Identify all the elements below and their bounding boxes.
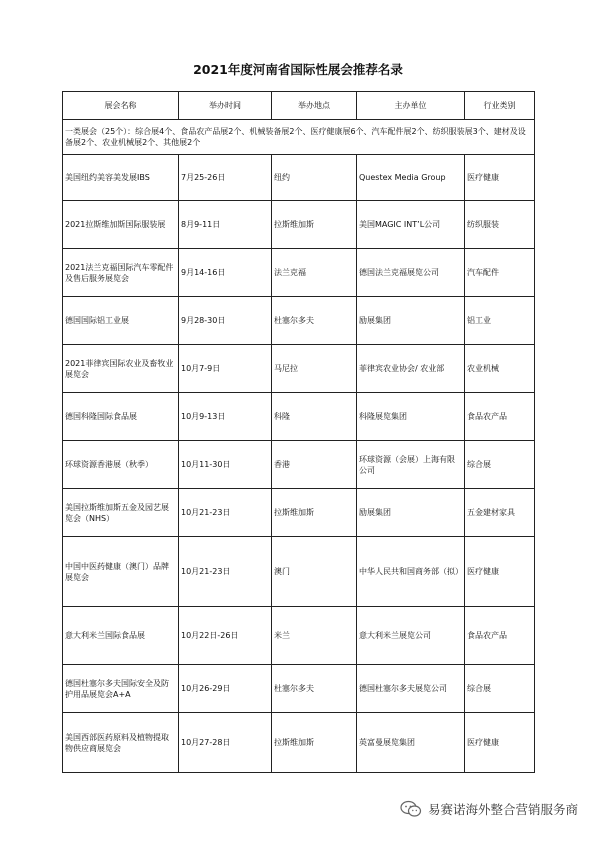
watermark-text: 易赛诺海外整合营销服务商	[427, 802, 578, 817]
cell-place: 拉斯维加斯	[272, 489, 357, 537]
cell-category: 综合展	[465, 665, 535, 713]
cell-organizer: 德国法兰克福展览公司	[357, 249, 465, 297]
header-time: 举办时间	[179, 92, 272, 120]
header-place: 举办地点	[272, 92, 357, 120]
cell-place: 拉斯维加斯	[272, 713, 357, 773]
cell-time: 8月9-11日	[179, 201, 272, 249]
wechat-icon	[400, 800, 422, 818]
cell-organizer: Questex Media Group	[357, 155, 465, 201]
cell-organizer: 菲律宾农业协会/ 农业部	[357, 345, 465, 393]
cell-name: 美国纽约美容美发展IBS	[63, 155, 179, 201]
cell-name: 德国国际铝工业展	[63, 297, 179, 345]
cell-category: 综合展	[465, 441, 535, 489]
cell-category: 汽车配件	[465, 249, 535, 297]
cell-name: 美国西部医药原料及植物提取物供应商展览会	[63, 713, 179, 773]
cell-place: 香港	[272, 441, 357, 489]
cell-name: 美国拉斯维加斯五金及园艺展览会（NHS）	[63, 489, 179, 537]
cell-name: 意大利米兰国际食品展	[63, 607, 179, 665]
header-category: 行业类别	[465, 92, 535, 120]
cell-organizer: 环球资源（会展）上海有限公司	[357, 441, 465, 489]
cell-time: 10月11-30日	[179, 441, 272, 489]
cell-time: 7月25-26日	[179, 155, 272, 201]
cell-organizer: 科隆展览集团	[357, 393, 465, 441]
cell-place: 科隆	[272, 393, 357, 441]
cell-time: 10月21-23日	[179, 537, 272, 607]
table-row	[63, 297, 535, 345]
cell-place: 纽约	[272, 155, 357, 201]
cell-organizer: 意大利米兰展览公司	[357, 607, 465, 665]
page-title: 2021年度河南省国际性展会推荐名录	[193, 62, 403, 77]
summary-row	[63, 120, 535, 155]
watermark	[400, 800, 578, 818]
cell-category: 食品农产品	[465, 607, 535, 665]
cell-place: 杜塞尔多夫	[272, 665, 357, 713]
cell-time: 10月27-28日	[179, 713, 272, 773]
table-row	[63, 607, 535, 665]
cell-time: 10月26-29日	[179, 665, 272, 713]
cell-place: 澳门	[272, 537, 357, 607]
cell-place: 米兰	[272, 607, 357, 665]
cell-category: 五金建材家具	[465, 489, 535, 537]
cell-time: 10月21-23日	[179, 489, 272, 537]
header-name: 展会名称	[63, 92, 179, 120]
cell-place: 法兰克福	[272, 249, 357, 297]
cell-category: 纺织服装	[465, 201, 535, 249]
table-row	[63, 665, 535, 713]
cell-category: 食品农产品	[465, 393, 535, 441]
cell-category: 医疗健康	[465, 155, 535, 201]
cell-organizer: 中华人民共和国商务部（拟）	[357, 537, 465, 607]
cell-name: 德国科隆国际食品展	[63, 393, 179, 441]
exhibition-table	[62, 91, 535, 773]
cell-name: 环球资源香港展（秋季）	[63, 441, 179, 489]
table-row	[63, 201, 535, 249]
cell-time: 10月7-9日	[179, 345, 272, 393]
cell-organizer: 英富曼展览集团	[357, 713, 465, 773]
table-row	[63, 441, 535, 489]
cell-time: 9月28-30日	[179, 297, 272, 345]
table-row	[63, 537, 535, 607]
cell-category: 医疗健康	[465, 537, 535, 607]
table-row	[63, 713, 535, 773]
cell-time: 10月9-13日	[179, 393, 272, 441]
table-row	[63, 249, 535, 297]
cell-place: 拉斯维加斯	[272, 201, 357, 249]
table-row	[63, 393, 535, 441]
cell-organizer: 励展集团	[357, 489, 465, 537]
cell-name: 德国杜塞尔多夫国际安全及防护用品展览会A+A	[63, 665, 179, 713]
header-organizer: 主办单位	[357, 92, 465, 120]
cell-name: 2021拉斯维加斯国际服装展	[63, 201, 179, 249]
cell-name: 2021菲律宾国际农业及畜牧业展览会	[63, 345, 179, 393]
cell-category: 农业机械	[465, 345, 535, 393]
cell-category: 铝工业	[465, 297, 535, 345]
cell-place: 马尼拉	[272, 345, 357, 393]
table-row	[63, 345, 535, 393]
table-header-row	[63, 92, 535, 120]
cell-place: 杜塞尔多夫	[272, 297, 357, 345]
summary-text: 一类展会（25个）：综合展4个、食品农产品展2个、机械装备展2个、医疗健康展6个、汽车配件展2个、纺织服装展3个、建材及设备展2个、农业机械展2个、其他展2个	[63, 120, 535, 155]
cell-category: 医疗健康	[465, 713, 535, 773]
cell-organizer: 励展集团	[357, 297, 465, 345]
cell-time: 9月14-16日	[179, 249, 272, 297]
cell-organizer: 德国杜塞尔多夫展览公司	[357, 665, 465, 713]
cell-organizer: 美国MAGIC INT’L公司	[357, 201, 465, 249]
cell-name: 2021法兰克福国际汽车零配件及售后服务展览会	[63, 249, 179, 297]
table-row	[63, 489, 535, 537]
table-row	[63, 155, 535, 201]
cell-time: 10月22日-26日	[179, 607, 272, 665]
cell-name: 中国中医药健康（澳门）品牌展览会	[63, 537, 179, 607]
